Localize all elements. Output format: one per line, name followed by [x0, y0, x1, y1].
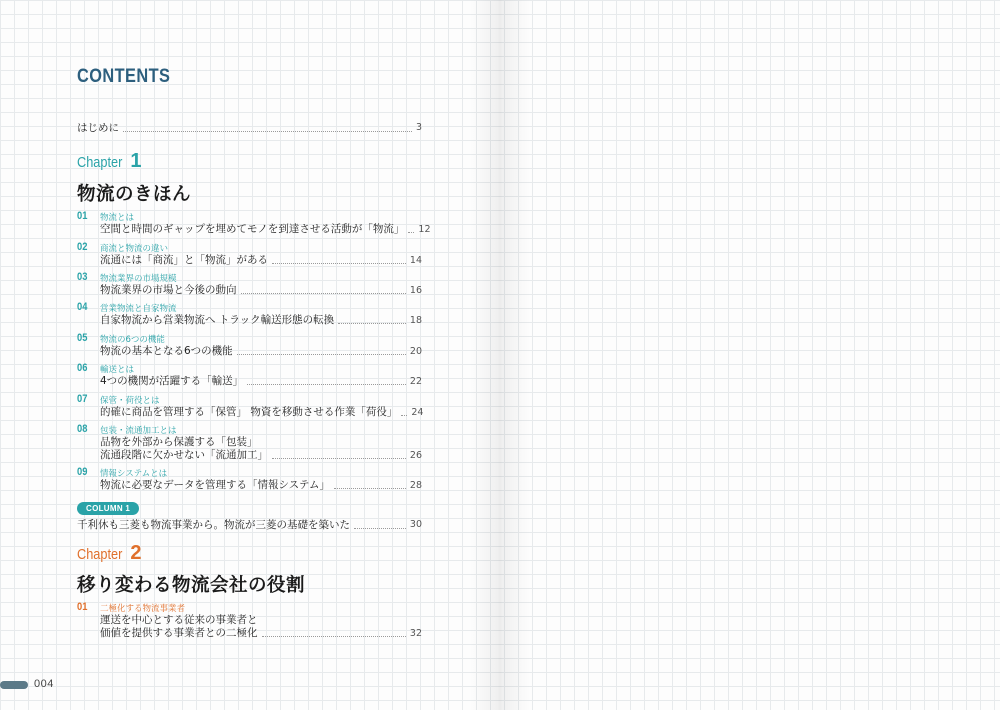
- entry-number: 07: [77, 393, 88, 405]
- entry-last-line: [100, 345, 422, 358]
- chapter-1-label: Chapter 1: [77, 150, 142, 172]
- leader-dots: [241, 293, 406, 294]
- page-number: 20: [409, 346, 422, 357]
- page-number: 3: [415, 122, 422, 133]
- entry-number: 02: [77, 241, 88, 253]
- entry-title-line: 自家物流から営業物流へ トラック輸送形態の転換: [100, 314, 335, 326]
- page-number: 16: [409, 285, 422, 296]
- entry-last-line: [100, 627, 422, 640]
- folio-bar-left: [0, 681, 28, 689]
- leader-dots: [272, 263, 406, 264]
- entry-title-line: 的確に商品を管理する「保管」 物資を移動させる作業「荷役」: [100, 406, 398, 418]
- entry-number: 01: [77, 601, 88, 613]
- leader-dots: [408, 232, 414, 233]
- entry-number: 05: [77, 332, 88, 344]
- entry-category: 商流と物流の違い: [100, 244, 169, 254]
- entry-number: 06: [77, 362, 88, 374]
- leader-dots: [237, 354, 406, 355]
- leader-dots: [334, 488, 406, 489]
- entry-number: 01: [77, 210, 88, 222]
- entry-last-line: [100, 449, 422, 462]
- entry-title-line: 空間と時間のギャップを埋めてモノを到達させる活動が「物流」: [100, 223, 405, 235]
- toc-column-1[interactable]: [77, 518, 422, 532]
- entry-last-line: [100, 254, 422, 267]
- toc-intro-text: はじめに: [77, 122, 119, 134]
- entry-number: 03: [77, 271, 88, 283]
- page-number: 30: [409, 519, 422, 530]
- entry-category: 二極化する物流事業者: [100, 604, 186, 614]
- chapter-1-title: 物流のきほん: [77, 184, 192, 205]
- entry-title-line: 品物を外部から保護する「包装」: [100, 436, 258, 448]
- entry-category: 物流とは: [100, 213, 135, 223]
- entry-last-line: [100, 375, 422, 388]
- leader-dots: [338, 323, 406, 324]
- contents-heading: CONTENTS: [77, 66, 171, 87]
- entry-title-line: 流通段階に欠かせない「流通加工」: [100, 449, 268, 461]
- entry-last-line: [100, 284, 422, 297]
- entry-last-line: [100, 479, 422, 492]
- entry-title-line: 4つの機関が活躍する「輸送」: [100, 375, 244, 387]
- leader-dots: [262, 636, 406, 637]
- entry-last-line: [100, 406, 422, 419]
- page-number: 24: [411, 407, 424, 418]
- entry-number: 09: [77, 466, 88, 478]
- entry-number: 04: [77, 301, 88, 313]
- toc-intro[interactable]: [77, 121, 422, 135]
- page-number: 12: [418, 224, 431, 235]
- page-number: 18: [409, 315, 422, 326]
- entry-number: 08: [77, 423, 88, 435]
- page-folio-left: 004: [34, 678, 54, 690]
- column-1-badge: COLUMN 1: [77, 502, 139, 515]
- page-number: 28: [409, 480, 422, 491]
- leader-dots: [272, 458, 406, 459]
- entry-title-line: 物流業界の市場と今後の動向: [100, 284, 237, 296]
- entry-title-line: 物流の基本となる6つの機能: [100, 345, 233, 357]
- entry-category: 物流の6つの機能: [100, 335, 165, 345]
- right-page: [500, 0, 1000, 710]
- entry-category: 物流業界の市場規模: [100, 274, 177, 284]
- entry-category: 保管・荷役とは: [100, 396, 160, 406]
- column-1-text: 千利休も三菱も物流事業から。物流が三菱の基礎を築いた: [77, 519, 350, 531]
- leader-dots: [247, 384, 406, 385]
- leader-dots: [401, 415, 407, 416]
- leader-dots: [123, 131, 412, 132]
- chapter-2-title: 移り変わる物流会社の役割: [77, 575, 306, 596]
- entry-title-line: 価値を提供する事業者との二極化: [100, 627, 258, 639]
- entry-category: 包装・流通加工とは: [100, 426, 177, 436]
- entry-category: 営業物流と自家物流: [100, 304, 177, 314]
- page-number: 22: [409, 376, 422, 387]
- entry-title-line: 運送を中心とする従来の事業者と: [100, 614, 258, 626]
- chapter-2-label: Chapter 2: [77, 542, 142, 564]
- leader-dots: [354, 528, 406, 529]
- entry-title-line: 流通には「商流」と「物流」がある: [100, 254, 268, 266]
- page-number: 26: [409, 450, 422, 461]
- page-number: 32: [409, 628, 422, 639]
- page-number: 14: [409, 255, 422, 266]
- entry-category: 情報システムとは: [100, 469, 168, 479]
- entry-last-line: [100, 223, 431, 236]
- entry-title-line: 物流に必要なデータを管理する「情報システム」: [100, 479, 330, 491]
- entry-category: 輸送とは: [100, 365, 135, 375]
- entry-last-line: [100, 314, 422, 327]
